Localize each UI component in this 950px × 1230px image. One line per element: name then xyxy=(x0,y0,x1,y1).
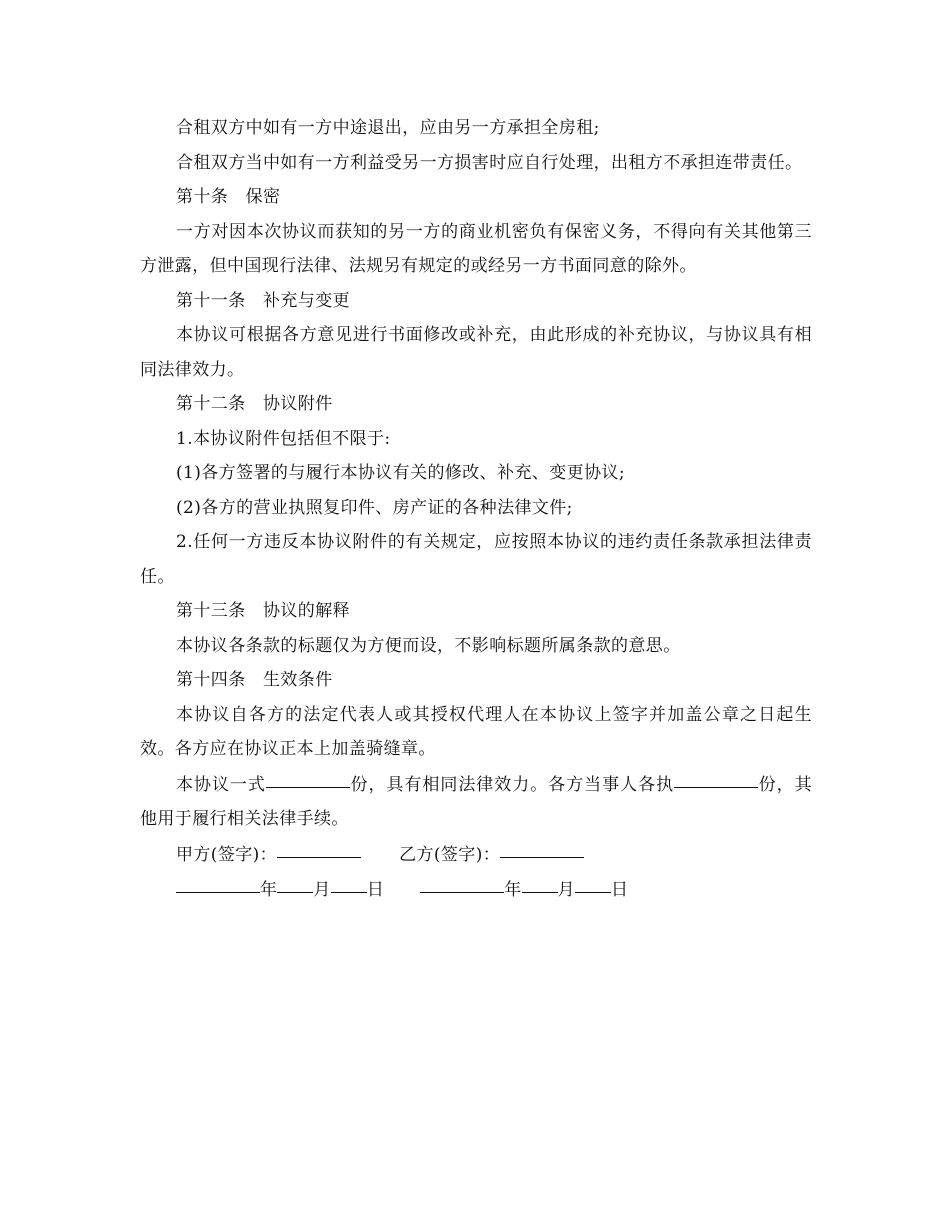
heading-article-10: 第十条 保密 xyxy=(176,187,281,207)
copies-text-2: 份，具有相同法律效力。各方当事人各执 xyxy=(349,774,675,795)
signature-line xyxy=(140,837,812,873)
party-b-year-blank[interactable] xyxy=(420,870,504,893)
party-b-day-label: 日 xyxy=(611,880,629,900)
party-a-month-label: 月 xyxy=(313,880,331,900)
party-b-signature-blank[interactable] xyxy=(500,835,584,858)
party-a-month-blank[interactable] xyxy=(277,870,313,893)
party-a-signature-blank[interactable] xyxy=(277,835,361,858)
party-a-day-label: 日 xyxy=(366,880,385,900)
paragraph-amendment: 本协议可根据各方意见进行书面修改或补充，由此形成的补充协议，与协议具有相同法律效力。 xyxy=(140,325,812,380)
party-a-year-blank[interactable] xyxy=(176,870,260,893)
paragraph-annex-breach: 2.任何一方违反本协议附件的有关规定，应按照本协议的违约责任条款承担法律责任。 xyxy=(140,532,812,587)
party-b-year-label: 年 xyxy=(504,880,522,900)
party-b-label: 乙方(签字)： xyxy=(399,844,501,865)
paragraph-interpretation: 本协议各条款的标题仅为方便而设，不影响标题所属条款的意思。 xyxy=(176,635,681,656)
copies-text-1: 本协议一式 xyxy=(176,774,266,795)
party-b-month-blank[interactable] xyxy=(522,870,558,893)
copies-text-3: 份，其他用于履行相关法律手续。 xyxy=(140,774,813,829)
party-a-year-label: 年 xyxy=(260,880,278,900)
paragraph-copies xyxy=(140,767,812,837)
paragraph-withdrawal: 合租双方中如有一方中途退出，应由另一方承担全房租; xyxy=(176,118,600,138)
party-a-label: 甲方(签字)： xyxy=(176,844,278,865)
date-line xyxy=(140,872,812,908)
party-b-day-blank[interactable] xyxy=(575,870,611,893)
party-b-month-label: 月 xyxy=(557,880,576,900)
copies-each-blank[interactable] xyxy=(674,765,758,788)
paragraph-effectiveness: 本协议自各方的法定代表人或其授权代理人在本协议上签字并加盖公章之日起生效。各方应在协议正本上加盖骑缝章。 xyxy=(140,704,812,759)
copies-total-blank[interactable] xyxy=(266,765,350,788)
party-a-day-blank[interactable] xyxy=(331,870,367,893)
heading-article-13: 第十三条 协议的解释 xyxy=(176,601,350,621)
paragraph-confidentiality: 一方对因本次协议而获知的另一方的商业机密负有保密义务，不得向有关其他第三方泄露，但中国现行法律、法规另有规定的或经另一方书面同意的除外。 xyxy=(140,221,812,276)
paragraph-annex-item-2: (2)各方的营业执照复印件、房产证的各种法律文件; xyxy=(176,497,573,518)
document-page xyxy=(140,111,812,908)
paragraph-annex-intro: 1.本协议附件包括但不限于: xyxy=(176,428,391,449)
paragraph-annex-item-1: (1)各方签署的与履行本协议有关的修改、补充、变更协议; xyxy=(176,463,626,483)
heading-article-11: 第十一条 补充与变更 xyxy=(176,290,350,311)
heading-article-12: 第十二条 协议附件 xyxy=(176,394,333,414)
heading-article-14: 第十四条 生效条件 xyxy=(176,670,333,690)
paragraph-damage: 合租双方当中如有一方利益受另一方损害时应自行处理，出租方不承担连带责任。 xyxy=(176,152,803,173)
